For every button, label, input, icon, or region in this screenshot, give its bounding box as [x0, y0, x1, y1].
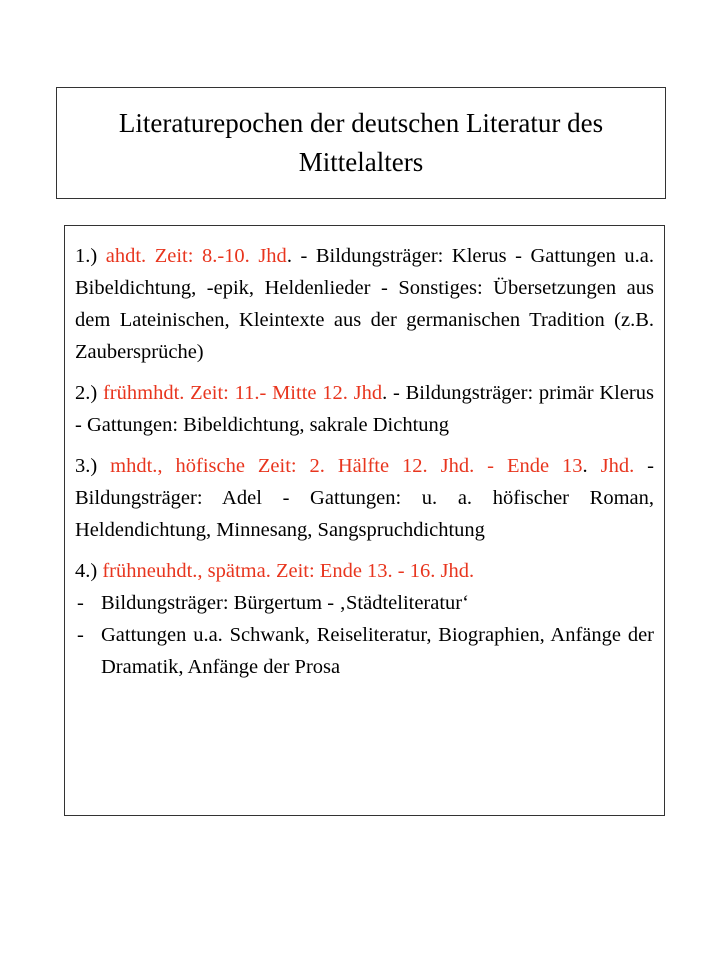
- epoch-text: . - Bildungsträger: primär Klerus - Gattungen: Bibeldichtung, sakrale Dichtung: [75, 382, 654, 436]
- list-item: [75, 587, 654, 619]
- epoch-number: 4.): [75, 560, 98, 582]
- epoch-number: 3.): [75, 455, 98, 477]
- dash-bullet-icon: -: [77, 592, 84, 614]
- dash-bullet-icon: -: [77, 624, 84, 646]
- list-item-text: Gattungen u.a. Schwank, Reiseliteratur, Biographien, Anfänge der Dramatik, Anfänge der Prosa: [101, 624, 654, 678]
- title-box: [56, 87, 666, 199]
- epoch-1: [75, 240, 654, 368]
- epochs-box: [64, 225, 665, 816]
- epoch-4: [75, 555, 654, 683]
- epoch-heading-dot: .: [582, 455, 588, 477]
- epoch-text: - Bildungsträger: Adel - Gattungen: u. a. höfischer Roman, Heldendichtung, Minnesang, Sangspruchdichtung: [75, 455, 654, 541]
- epoch-number: 1.): [75, 245, 98, 267]
- epoch-heading: frühmhdt. Zeit: 11.- Mitte 12. Jhd: [102, 382, 383, 404]
- epoch-text: . - Bildungsträger: Klerus - Gattungen u.a. Bibeldichtung, -epik, Heldenlieder - Sonstiges: Übersetzungen aus dem Lateinischen, Kleintexte aus der germanischen Tradition (z.B. Zaubersprüche): [75, 245, 655, 363]
- epoch-heading-continued: Jhd.: [600, 455, 635, 477]
- epoch-heading: frühneuhdt., spätma. Zeit: Ende 13. - 16. Jhd.: [102, 560, 475, 582]
- epoch-2: [75, 377, 654, 441]
- epoch-heading: ahdt. Zeit: 8.-10. Jhd: [105, 245, 287, 267]
- epoch-4-heading-line: [75, 555, 654, 587]
- page-title: Literaturepochen der deutschen Literatur des Mittelalters: [118, 108, 604, 177]
- list-item-text: Bildungsträger: Bürgertum - ‚Städteliteratur‘: [101, 592, 469, 614]
- epoch-heading: mhdt., höfische Zeit: 2. Hälfte 12. Jhd. - Ende 13: [110, 455, 583, 477]
- list-item: [75, 619, 654, 683]
- epoch-number: 2.): [75, 382, 98, 404]
- epoch-3: [75, 450, 654, 546]
